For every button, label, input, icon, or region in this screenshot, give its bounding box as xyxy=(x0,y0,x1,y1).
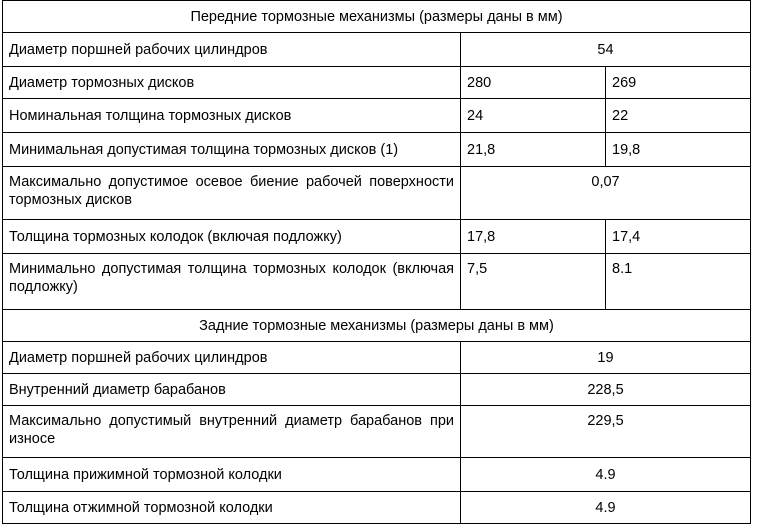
table-row xyxy=(3,254,751,310)
table-row xyxy=(3,374,751,406)
row-value-2: 269 xyxy=(606,67,751,99)
row-value: 0,07 xyxy=(461,167,751,220)
row-value-2: 19,8 xyxy=(606,133,751,167)
table-row xyxy=(3,99,751,133)
row-value-1: 280 xyxy=(461,67,606,99)
row-value-2: 17,4 xyxy=(606,220,751,254)
row-value: 228,5 xyxy=(461,374,751,406)
row-value: 54 xyxy=(461,33,751,67)
row-label: Максимально допустимое осевое биение рабочей поверхности тормозных дисков xyxy=(3,167,461,220)
row-label: Максимально допустимый внутренний диаметр барабанов при износе xyxy=(3,406,461,458)
rear-section-title: Задние тормозные механизмы (размеры даны в мм) xyxy=(3,310,751,342)
row-label: Диаметр поршней рабочих цилиндров xyxy=(3,342,461,374)
row-value-1: 21,8 xyxy=(461,133,606,167)
front-section-header-row xyxy=(3,1,751,33)
row-value-1: 7,5 xyxy=(461,254,606,310)
table-row xyxy=(3,220,751,254)
row-value-2: 22 xyxy=(606,99,751,133)
table-row xyxy=(3,33,751,67)
table-row xyxy=(3,458,751,492)
row-value-1: 17,8 xyxy=(461,220,606,254)
row-value: 229,5 xyxy=(461,406,751,458)
row-value: 19 xyxy=(461,342,751,374)
row-label: Диаметр поршней рабочих цилиндров xyxy=(3,33,461,67)
row-label: Номинальная толщина тормозных дисков xyxy=(3,99,461,133)
table-row xyxy=(3,167,751,220)
table-row xyxy=(3,342,751,374)
row-label: Толщина отжимной тормозной колодки xyxy=(3,492,461,524)
table-row xyxy=(3,133,751,167)
table-row xyxy=(3,406,751,458)
front-section-title: Передние тормозные механизмы (размеры даны в мм) xyxy=(3,1,751,33)
rear-section-header-row xyxy=(3,310,751,342)
row-label: Диаметр тормозных дисков xyxy=(3,67,461,99)
row-label: Внутренний диаметр барабанов xyxy=(3,374,461,406)
row-value: 4.9 xyxy=(461,458,751,492)
row-label: Минимальная допустимая толщина тормозных дисков (1) xyxy=(3,133,461,167)
row-value: 4.9 xyxy=(461,492,751,524)
table-row xyxy=(3,492,751,524)
brake-specs-table xyxy=(2,0,751,524)
row-value-1: 24 xyxy=(461,99,606,133)
row-label: Минимально допустимая толщина тормозных колодок (включая подложку) xyxy=(3,254,461,310)
table-row xyxy=(3,67,751,99)
row-label: Толщина прижимной тормозной колодки xyxy=(3,458,461,492)
row-label: Толщина тормозных колодок (включая подложку) xyxy=(3,220,461,254)
row-value-2: 8.1 xyxy=(606,254,751,310)
